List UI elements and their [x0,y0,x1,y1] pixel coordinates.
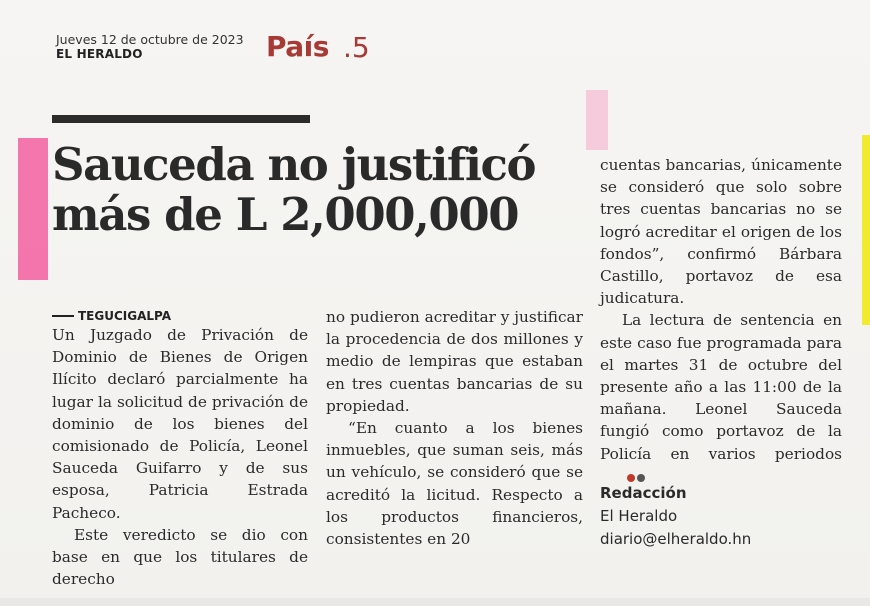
headline [52,140,592,240]
yellow-highlight-tab [862,135,870,325]
dateline-city: TEGUCIGALPA [78,309,172,323]
paragraph: cuentas bancarias, únicamente se consideró que solo sobre tres cuentas bancarias no se logró acreditar el origen de los fondos”, confirmó Bárbara Castillo, portavoz de esa judicatura. [600,156,842,308]
section-title: País [266,30,329,63]
end-dot-red [627,474,635,482]
page-number: .5 [343,31,370,64]
dateline [52,309,171,323]
byline-paper: El Heraldo [600,507,678,525]
end-dot-gray [637,474,645,482]
article-column-2 [326,306,583,550]
article-column-3 [600,154,842,488]
headline-line-1: Sauceda no justificó [52,138,536,191]
headline-rule [52,115,310,123]
pink-highlight-tab [18,138,48,280]
paragraph-final [600,309,842,488]
newspaper-name: EL HERALDO [56,47,143,61]
paragraph: “En cuanto a los bienes inmuebles, que suman seis, más un vehículo, se consideró que se acreditó la licitud. Respecto a los productos financieros, consistentes en 20 [326,419,583,549]
dateline-rule [52,315,74,317]
issue-date: Jueves 12 de octubre de 2023 [56,32,244,47]
byline-title: Redacción [600,484,687,502]
paragraph-text: La lectura de sentencia en este caso fue programada para el martes 31 de octubre del presente año a las 11:00 de la mañana. Leonel Sauceda fungió como portavoz de la Policía en varios periodos [600,311,842,463]
headline-line-2: más de L 2,000,000 [52,188,519,241]
byline-email[interactable]: diario@elheraldo.hn [600,530,752,548]
paragraph: no pudieron acreditar y justificar la procedencia de dos millones y medio de lempiras que estaban en tres cuentas bancarias de su propiedad. [326,308,583,415]
paragraph: Un Juzgado de Privación de Dominio de Bienes de Origen Ilícito declaró parcialmente ha lugar la solicitud de privación de dominio de los bienes del comisionado de Policía, Leonel Sauceda Guifarro y de sus esposa, Patricia Estrada Pacheco. [52,326,308,522]
article-column-1 [52,324,308,590]
paragraph: Este veredicto se dio con base en que los titulares de derecho [52,525,308,589]
page-bottom-edge [0,598,870,606]
